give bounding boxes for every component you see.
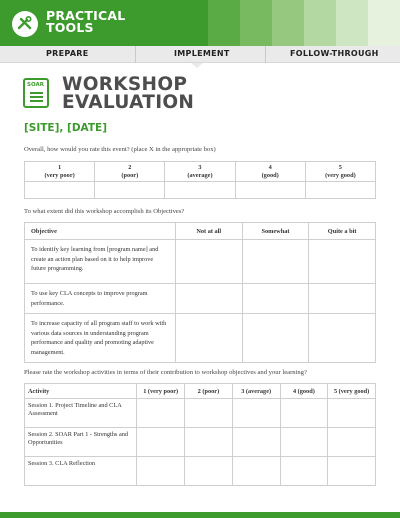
activities-table xyxy=(24,383,376,486)
rating-label: (good) xyxy=(261,171,279,179)
header-stripe xyxy=(304,0,336,46)
rating-num: 2 xyxy=(128,164,132,171)
rating-option-1 xyxy=(25,162,95,182)
activity-text: Session 3. CLA Reflection xyxy=(25,457,137,486)
rating-num: 1 xyxy=(58,164,62,171)
rating-option-4 xyxy=(235,162,305,182)
table-row xyxy=(25,240,376,284)
answer-cell[interactable] xyxy=(175,284,242,314)
activities-question: Please rate the workshop activities in terms of their contribution to workshop objectives and your learning? xyxy=(24,369,307,376)
answer-cell[interactable] xyxy=(137,399,185,428)
activity-rating-header: 5 (very good) xyxy=(328,384,376,399)
rating-answer-row xyxy=(25,182,376,199)
footer-bar xyxy=(0,512,400,518)
rating-cell-3[interactable] xyxy=(165,182,235,199)
page-title xyxy=(62,76,194,112)
phase-follow-through: FOLLOW-THROUGH xyxy=(290,49,379,58)
activity-text: Session 2. SOAR Part 1 - Strengths and Opportunities xyxy=(25,428,137,457)
header-stripe xyxy=(208,0,240,46)
answer-cell[interactable] xyxy=(309,314,376,363)
objective-text: To use key CLA concepts to improve program performance. xyxy=(25,284,176,314)
answer-cell[interactable] xyxy=(242,240,309,284)
rating-num: 3 xyxy=(198,164,202,171)
header-stripe xyxy=(272,0,304,46)
answer-cell[interactable] xyxy=(232,457,280,486)
objectives-header-row xyxy=(25,223,376,240)
rating-option-2 xyxy=(95,162,165,182)
activity-text: Session 1. Project Timeline and CLA Assessment xyxy=(25,399,137,428)
header-stripe xyxy=(368,0,400,46)
brand-logo-text xyxy=(46,10,125,34)
activity-rating-header: 4 (good) xyxy=(280,384,328,399)
answer-cell[interactable] xyxy=(185,457,233,486)
answer-cell[interactable] xyxy=(175,314,242,363)
objectives-table xyxy=(24,222,376,363)
header-stripe xyxy=(240,0,272,46)
rating-cell-2[interactable] xyxy=(95,182,165,199)
quite-a-bit-header: Quite a bit xyxy=(309,223,376,240)
not-at-all-header: Not at all xyxy=(175,223,242,240)
site-date-subtitle: [SITE], [DATE] xyxy=(24,122,108,134)
title-line2: EVALUATION xyxy=(62,92,195,113)
answer-cell[interactable] xyxy=(242,284,309,314)
answer-cell[interactable] xyxy=(137,428,185,457)
phase-prepare: PREPARE xyxy=(46,49,89,58)
rating-option-5 xyxy=(305,162,375,182)
doc-icon-label: SOAR xyxy=(27,82,44,88)
answer-cell[interactable] xyxy=(185,399,233,428)
activity-rating-header: 1 (very poor) xyxy=(137,384,185,399)
answer-cell[interactable] xyxy=(328,399,376,428)
answer-cell[interactable] xyxy=(232,399,280,428)
answer-cell[interactable] xyxy=(242,314,309,363)
answer-cell[interactable] xyxy=(328,428,376,457)
rating-question: Overall, how would you rate this event? (place X in the appropriate box) xyxy=(24,146,216,153)
active-phase-indicator xyxy=(191,63,203,68)
answer-cell[interactable] xyxy=(175,240,242,284)
table-row xyxy=(25,428,376,457)
activities-header-row xyxy=(25,384,376,399)
rating-label: (average) xyxy=(187,171,213,179)
answer-cell[interactable] xyxy=(280,457,328,486)
rating-cell-4[interactable] xyxy=(235,182,305,199)
phase-bar xyxy=(0,46,400,63)
objective-header: Objective xyxy=(25,223,176,240)
answer-cell[interactable] xyxy=(185,428,233,457)
header-stripe xyxy=(336,0,368,46)
objective-text: To identify key learning from [program name] and create an action plan based on it to help improve future programming. xyxy=(25,240,176,284)
table-row xyxy=(25,399,376,428)
answer-cell[interactable] xyxy=(309,240,376,284)
brand-line2: TOOLS xyxy=(46,20,94,35)
phase-divider xyxy=(265,46,266,63)
somewhat-header: Somewhat xyxy=(242,223,309,240)
rating-cell-5[interactable] xyxy=(305,182,375,199)
doc-icon-line xyxy=(30,96,43,98)
rating-table xyxy=(24,161,376,199)
answer-cell[interactable] xyxy=(280,428,328,457)
table-row xyxy=(25,284,376,314)
answer-cell[interactable] xyxy=(137,457,185,486)
rating-label: (very good) xyxy=(325,171,356,179)
title-line1: WORKSHOP xyxy=(62,74,188,95)
table-row xyxy=(25,314,376,363)
answer-cell[interactable] xyxy=(280,399,328,428)
brand-line1: PRACTICAL xyxy=(46,8,126,23)
table-row xyxy=(25,457,376,486)
rating-num: 5 xyxy=(338,164,342,171)
answer-cell[interactable] xyxy=(328,457,376,486)
phase-implement: IMPLEMENT xyxy=(174,49,230,58)
phase-divider xyxy=(135,46,136,63)
rating-num: 4 xyxy=(268,164,272,171)
rating-cell-1[interactable] xyxy=(25,182,95,199)
tools-wrench-icon xyxy=(12,11,38,37)
objective-text: To increase capacity of all program staff to work with various data sources in understanding program performance and quality and promoting adaptive management. xyxy=(25,314,176,363)
rating-label: (very poor) xyxy=(44,171,75,179)
doc-icon-line xyxy=(30,100,43,102)
doc-icon-line xyxy=(30,92,43,94)
rating-option-3 xyxy=(165,162,235,182)
soar-document-icon xyxy=(23,78,49,108)
activity-header: Activity xyxy=(25,384,137,399)
answer-cell[interactable] xyxy=(309,284,376,314)
activity-rating-header: 2 (poor) xyxy=(185,384,233,399)
rating-header-row xyxy=(25,162,376,182)
activity-rating-header: 3 (average) xyxy=(232,384,280,399)
rating-label: (poor) xyxy=(121,171,139,179)
header-band xyxy=(0,0,400,46)
answer-cell[interactable] xyxy=(232,428,280,457)
objectives-question: To what extent did this workshop accomplish its Objectives? xyxy=(24,208,185,215)
